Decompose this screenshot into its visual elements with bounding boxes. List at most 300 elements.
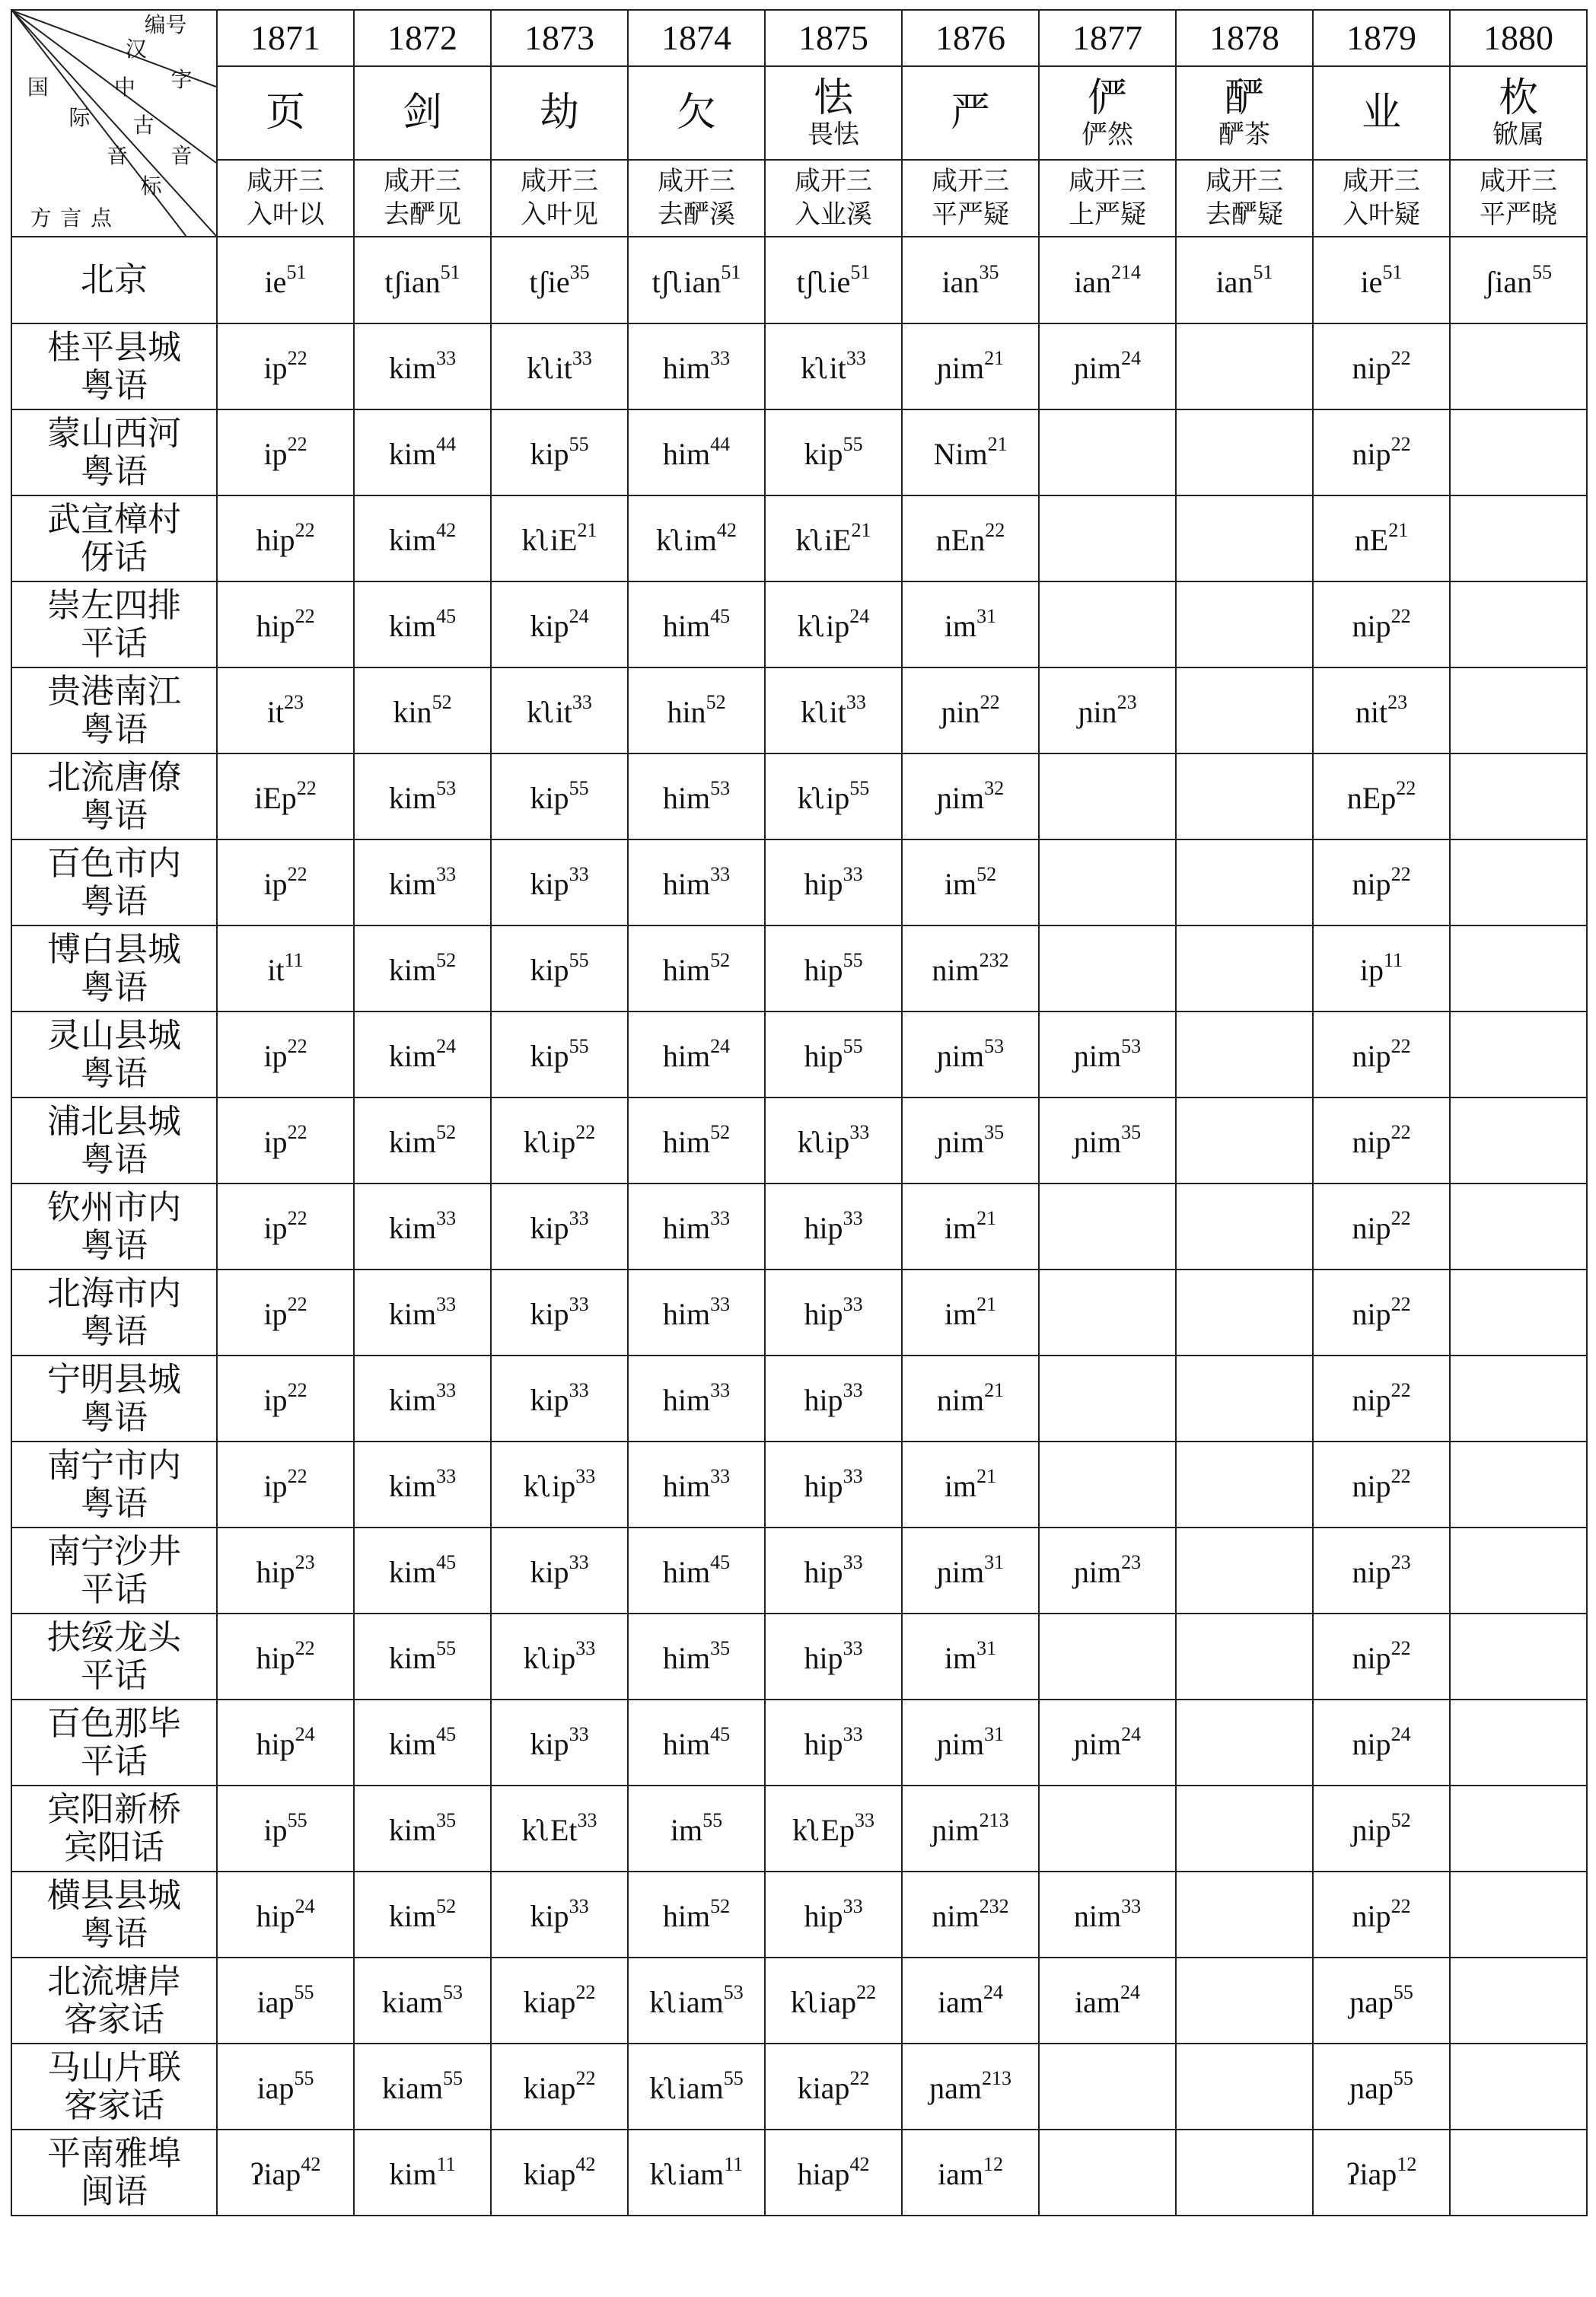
pronunciation-syllable: ɲim	[936, 351, 985, 385]
dialect-name: 粤语	[81, 366, 148, 404]
pronunciation-cell	[1176, 409, 1313, 495]
tone-value: 52	[706, 691, 726, 713]
pronunciation-cell	[491, 1872, 628, 1958]
pronunciation-cell	[217, 925, 354, 1012]
tone-value: 33	[843, 863, 863, 885]
pronunciation-syllable: kʅip	[523, 1641, 576, 1675]
tone-value: 22	[1391, 1895, 1411, 1917]
pronunciation-syllable: kiap	[523, 2071, 576, 2105]
pronunciation-syllable: kip	[530, 1555, 569, 1589]
pronunciation-syllable: kʅit	[801, 695, 846, 729]
pronunciation-cell	[902, 1700, 1039, 1786]
category-line: 咸开三	[795, 167, 872, 196]
pronunciation-syllable: nip	[1352, 1039, 1391, 1073]
pronunciation-syllable: ɲim	[1073, 1555, 1122, 1589]
dialect-place-cell	[11, 1958, 217, 2044]
pronunciation-syllable: nip	[1352, 437, 1391, 471]
pronunciation-cell	[1039, 1786, 1176, 1872]
pronunciation-syllable: im	[944, 867, 977, 901]
pronunciation-cell	[1313, 1184, 1450, 1270]
dialect-name: 粤语	[81, 1226, 148, 1264]
pronunciation-syllable: hip	[804, 1641, 843, 1675]
dialect-name: 客家话	[64, 2086, 164, 2124]
category-line: 上严疑	[1069, 200, 1146, 229]
tone-value: 214	[1110, 260, 1141, 283]
pronunciation-syllable: kʅEt	[521, 1813, 578, 1847]
pronunciation-syllable: kiap	[523, 1985, 576, 2019]
dialect-place-cell	[11, 1012, 217, 1098]
tone-value: 22	[1391, 1379, 1411, 1401]
category-line: 咸开三	[1206, 167, 1283, 196]
tone-value: 31	[976, 1637, 997, 1659]
category-line: 咸开三	[658, 167, 735, 196]
tone-value: 23	[1121, 1551, 1142, 1573]
pronunciation-syllable: tʃʅian	[651, 264, 722, 299]
pronunciation-cell	[491, 1270, 628, 1356]
tone-value: 24	[983, 1981, 1003, 2003]
table-row	[11, 1528, 1587, 1614]
pronunciation-syllable: ɲim	[936, 1039, 985, 1073]
dialect-place-cell	[11, 839, 217, 925]
tone-value: 52	[710, 1895, 731, 1917]
tone-value: 22	[575, 1981, 596, 2003]
column-character: 俨	[1087, 76, 1127, 120]
pronunciation-syllable: ip	[263, 1297, 288, 1331]
dialect-place-cell	[11, 2130, 217, 2216]
pronunciation-cell	[628, 1442, 765, 1528]
dialect-place-cell	[11, 1184, 217, 1270]
dialect-name: 客家话	[64, 2000, 164, 2038]
pronunciation-syllable: kim	[388, 1899, 437, 1933]
tone-value: 22	[287, 433, 307, 455]
dialect-place-cell	[11, 753, 217, 839]
pronunciation-syllable: him	[662, 1125, 711, 1159]
pronunciation-syllable: ip	[263, 1469, 288, 1503]
tone-value: 55	[723, 2067, 744, 2089]
table-row	[11, 2130, 1587, 2216]
tone-value: 23	[1117, 691, 1137, 713]
dialect-name: 粤语	[81, 452, 148, 490]
pronunciation-cell	[1313, 925, 1450, 1012]
pronunciation-syllable: ʔiap	[250, 2157, 301, 2191]
tone-value: 22	[287, 1207, 307, 1229]
pronunciation-cell	[1039, 1528, 1176, 1614]
tone-value: 42	[301, 2153, 321, 2175]
dialect-place-cell	[11, 925, 217, 1012]
pronunciation-cell	[628, 1528, 765, 1614]
pronunciation-cell	[491, 237, 628, 323]
pronunciation-syllable: im	[944, 609, 977, 643]
pronunciation-syllable: kip	[530, 781, 569, 815]
tone-value: 11	[1384, 949, 1403, 971]
pronunciation-syllable: hip	[804, 1899, 843, 1933]
place-name: 南宁市内	[47, 1446, 181, 1484]
pronunciation-cell	[765, 753, 902, 839]
pronunciation-cell	[1176, 1098, 1313, 1184]
corner-place-label: 方言点	[30, 206, 121, 231]
pronunciation-syllable: him	[662, 781, 711, 815]
place-name: 崇左四排	[47, 586, 181, 624]
tone-value: 22	[295, 519, 315, 541]
pronunciation-cell	[1039, 1098, 1176, 1184]
pronunciation-cell	[1176, 839, 1313, 925]
pronunciation-cell	[354, 1700, 491, 1786]
pronunciation-cell	[1039, 925, 1176, 1012]
pronunciation-syllable: nip	[1352, 1297, 1391, 1331]
pronunciation-syllable: nip	[1352, 1899, 1391, 1933]
tone-value: 21	[984, 347, 1005, 369]
table-row	[11, 1012, 1587, 1098]
corner-intl-label-3: 音	[107, 144, 128, 169]
pronunciation-syllable: nEp	[1346, 781, 1397, 815]
tone-value: 22	[1391, 1035, 1411, 1057]
pronunciation-syllable: kiap	[797, 2071, 850, 2105]
tone-value: 51	[1253, 260, 1273, 283]
category-line: 入叶见	[521, 200, 598, 229]
dialect-place-cell	[11, 2044, 217, 2130]
pronunciation-cell	[902, 237, 1039, 323]
pronunciation-cell	[1313, 1958, 1450, 2044]
pronunciation-cell	[765, 2044, 902, 2130]
tone-value: 52	[976, 863, 997, 885]
pronunciation-cell	[1313, 1012, 1450, 1098]
dialect-name: 粤语	[81, 1140, 148, 1178]
pronunciation-cell	[1450, 2044, 1587, 2130]
pronunciation-cell	[217, 1700, 354, 1786]
pronunciation-cell	[765, 1528, 902, 1614]
column-character-cell	[1313, 66, 1450, 160]
pronunciation-syllable: kʅit	[527, 351, 572, 385]
table-row	[11, 1614, 1587, 1700]
table-row	[11, 1184, 1587, 1270]
tone-value: 35	[984, 1121, 1005, 1143]
column-number-1871: 1871	[217, 10, 354, 66]
tone-value: 52	[1391, 1809, 1411, 1831]
pronunciation-syllable: ɲip	[1352, 1813, 1391, 1847]
pronunciation-cell	[628, 2044, 765, 2130]
pronunciation-syllable: kiap	[523, 2157, 576, 2191]
tone-value: 55	[436, 1637, 457, 1659]
corner-num-label: 编号	[144, 13, 187, 38]
corner-intl-label-4: 标	[140, 174, 162, 199]
tone-value: 22	[575, 1121, 596, 1143]
pronunciation-cell	[628, 323, 765, 409]
pronunciation-syllable: tʃʅie	[796, 264, 851, 299]
pronunciation-cell	[354, 1012, 491, 1098]
pronunciation-syllable: him	[662, 437, 711, 471]
dialect-name: 粤语	[81, 1312, 148, 1350]
tone-value: 33	[710, 347, 731, 369]
pronunciation-syllable: ʃian	[1484, 264, 1533, 299]
tone-value: 12	[983, 2153, 1003, 2175]
category-line: 咸开三	[1069, 167, 1146, 196]
tone-value: 51	[721, 260, 741, 283]
tone-value: 33	[569, 1895, 589, 1917]
pronunciation-cell	[628, 1958, 765, 2044]
tone-value: 22	[1391, 347, 1411, 369]
table-row	[11, 1872, 1587, 1958]
pronunciation-syllable: ɲim	[932, 1813, 980, 1847]
pronunciation-syllable: im	[670, 1813, 703, 1847]
tone-value: 52	[432, 691, 452, 713]
pronunciation-cell	[628, 1614, 765, 1700]
tone-value: 51	[286, 260, 307, 283]
pronunciation-cell	[628, 495, 765, 581]
pronunciation-syllable: hin	[667, 695, 706, 729]
pronunciation-syllable: him	[662, 1383, 711, 1417]
pronunciation-syllable: kim	[388, 437, 437, 471]
tone-value: 33	[436, 1465, 457, 1487]
pronunciation-syllable: hip	[804, 1469, 843, 1503]
pronunciation-syllable: ɲim	[936, 1125, 985, 1159]
pronunciation-cell	[1039, 1184, 1176, 1270]
column-number-1874: 1874	[628, 10, 765, 66]
column-middle-chinese-category	[354, 160, 491, 237]
pronunciation-cell	[491, 1528, 628, 1614]
category-line: 咸开三	[932, 167, 1009, 196]
pronunciation-cell	[1176, 1012, 1313, 1098]
pronunciation-cell	[354, 1786, 491, 1872]
pronunciation-cell	[765, 1872, 902, 1958]
tone-value: 33	[843, 1207, 863, 1229]
tone-value: 52	[436, 1895, 457, 1917]
pronunciation-syllable: him	[662, 351, 711, 385]
pronunciation-syllable: ip	[263, 437, 288, 471]
tone-value: 44	[436, 433, 457, 455]
column-character-cell	[217, 66, 354, 160]
pronunciation-syllable: ip	[263, 867, 288, 901]
pronunciation-syllable: kim	[388, 1211, 437, 1245]
tone-value: 33	[575, 1637, 596, 1659]
pronunciation-cell	[902, 1786, 1039, 1872]
pronunciation-syllable: kip	[530, 1727, 569, 1761]
table-row	[11, 409, 1587, 495]
pronunciation-cell	[354, 495, 491, 581]
table-row	[11, 1098, 1587, 1184]
pronunciation-cell	[491, 2044, 628, 2130]
pronunciation-cell	[628, 581, 765, 667]
pronunciation-syllable: hip	[256, 1899, 295, 1933]
tone-value: 33	[710, 1207, 731, 1229]
pronunciation-syllable: kʅit	[527, 695, 572, 729]
pronunciation-syllable: it	[267, 953, 285, 987]
pronunciation-cell	[491, 409, 628, 495]
column-middle-chinese-category	[1039, 160, 1176, 237]
column-example-word: 俨然	[1082, 120, 1133, 149]
pronunciation-cell	[354, 1872, 491, 1958]
tone-value: 55	[1393, 1981, 1413, 2003]
pronunciation-cell	[1176, 495, 1313, 581]
dialect-name: 平话	[81, 1742, 148, 1780]
pronunciation-syllable: ip	[263, 1039, 288, 1073]
pronunciation-syllable: him	[662, 1297, 711, 1331]
tone-value: 33	[569, 1293, 589, 1315]
pronunciation-cell	[1176, 753, 1313, 839]
table-row	[11, 237, 1587, 323]
dialect-name: 粤语	[81, 1484, 148, 1522]
place-name: 扶绥龙头	[47, 1618, 181, 1656]
dialect-name: 粤语	[81, 796, 148, 834]
column-middle-chinese-category	[1313, 160, 1450, 237]
pronunciation-cell	[1313, 1528, 1450, 1614]
dialect-place-cell	[11, 323, 217, 409]
pronunciation-cell	[354, 581, 491, 667]
pronunciation-cell	[217, 409, 354, 495]
pronunciation-cell	[217, 667, 354, 753]
pronunciation-cell	[1450, 495, 1587, 581]
tone-value: 31	[984, 1551, 1005, 1573]
place-name: 宁明县城	[47, 1360, 181, 1398]
tone-value: 22	[856, 1981, 877, 2003]
dialect-place-cell	[11, 1442, 217, 1528]
pronunciation-syllable: nip	[1352, 867, 1391, 901]
pronunciation-cell	[1313, 237, 1450, 323]
tone-value: 55	[702, 1809, 723, 1831]
pronunciation-cell	[628, 2130, 765, 2216]
pronunciation-cell	[1176, 2044, 1313, 2130]
category-line: 去酽见	[384, 200, 461, 229]
pronunciation-cell	[217, 1614, 354, 1700]
pronunciation-cell	[1176, 1872, 1313, 1958]
pronunciation-syllable: ɲim	[1073, 351, 1122, 385]
pronunciation-cell	[628, 1270, 765, 1356]
pronunciation-cell	[354, 1614, 491, 1700]
pronunciation-syllable: nim	[936, 1383, 985, 1417]
pronunciation-cell	[1313, 2130, 1450, 2216]
column-middle-chinese-category	[1450, 160, 1587, 237]
pronunciation-syllable: ɲim	[936, 1555, 985, 1589]
dialect-name: 平话	[81, 1656, 148, 1694]
dialect-place-cell	[11, 1098, 217, 1184]
pronunciation-cell	[1313, 667, 1450, 753]
column-character: 杴	[1498, 76, 1538, 120]
dialect-name: 宾阳话	[64, 1828, 164, 1866]
pronunciation-cell	[628, 1786, 765, 1872]
dialect-name: 平话	[81, 1570, 148, 1608]
pronunciation-cell	[1176, 1442, 1313, 1528]
pronunciation-cell	[902, 1442, 1039, 1528]
pronunciation-cell	[765, 495, 902, 581]
pronunciation-cell	[217, 2130, 354, 2216]
pronunciation-cell	[354, 409, 491, 495]
table-row	[11, 581, 1587, 667]
dialect-place-cell	[11, 667, 217, 753]
dialect-name: 粤语	[81, 1914, 148, 1952]
pronunciation-syllable: kʅEp	[792, 1813, 855, 1847]
table-row	[11, 1270, 1587, 1356]
column-example-word: 畏怯	[808, 120, 859, 149]
column-character: 严	[950, 91, 990, 135]
tone-value: 33	[849, 1121, 870, 1143]
tone-value: 32	[984, 777, 1005, 799]
pronunciation-cell	[1313, 1700, 1450, 1786]
tone-value: 55	[569, 1035, 589, 1057]
pronunciation-syllable: nip	[1352, 1555, 1391, 1589]
pronunciation-syllable: kim	[388, 1469, 437, 1503]
place-name: 钦州市内	[47, 1188, 181, 1226]
column-example-word: 酽茶	[1219, 120, 1270, 149]
pronunciation-syllable: ɲin	[941, 695, 980, 729]
pronunciation-cell	[765, 925, 902, 1012]
pronunciation-syllable: hip	[256, 1641, 295, 1675]
dialect-place-cell	[11, 1872, 217, 1958]
tone-value: 33	[843, 1293, 863, 1315]
pronunciation-syllable: kim	[388, 1297, 437, 1331]
place-name: 北流唐僚	[47, 758, 181, 796]
pronunciation-cell	[354, 1270, 491, 1356]
pronunciation-cell	[217, 237, 354, 323]
pronunciation-cell	[1176, 581, 1313, 667]
tone-value: 12	[1397, 2153, 1417, 2175]
tone-value: 35	[710, 1637, 731, 1659]
column-number-1878: 1878	[1176, 10, 1313, 66]
tone-value: 53	[1121, 1035, 1142, 1057]
tone-value: 45	[710, 1551, 731, 1573]
tone-value: 213	[979, 1809, 1009, 1831]
table-row	[11, 667, 1587, 753]
pronunciation-cell	[902, 495, 1039, 581]
pronunciation-syllable: nim	[932, 953, 980, 987]
pronunciation-cell	[354, 1098, 491, 1184]
tone-value: 52	[710, 1121, 731, 1143]
pronunciation-syllable: hip	[256, 1727, 295, 1761]
column-character: 欠	[676, 91, 716, 135]
pronunciation-cell	[765, 409, 902, 495]
pronunciation-cell	[491, 753, 628, 839]
tone-value: 22	[1391, 1121, 1411, 1143]
category-line: 去酽疑	[1206, 200, 1283, 229]
column-number-1880: 1880	[1450, 10, 1587, 66]
pronunciation-syllable: kim	[388, 351, 437, 385]
pronunciation-cell	[1176, 1614, 1313, 1700]
dialect-name: 粤语	[81, 1398, 148, 1436]
dialect-place-cell	[11, 409, 217, 495]
pronunciation-syllable: him	[662, 1641, 711, 1675]
tone-value: 45	[436, 605, 457, 627]
tone-value: 55	[843, 433, 863, 455]
pronunciation-syllable: hip	[804, 1727, 843, 1761]
tone-value: 24	[436, 1035, 457, 1057]
pronunciation-syllable: im	[944, 1641, 977, 1675]
tone-value: 33	[1121, 1895, 1142, 1917]
pronunciation-cell	[1450, 1700, 1587, 1786]
pronunciation-cell	[217, 581, 354, 667]
dialect-name: 伢话	[81, 538, 148, 576]
category-line: 平严晓	[1480, 200, 1557, 229]
dialect-name: 闽语	[81, 2172, 148, 2210]
pronunciation-cell	[1176, 1958, 1313, 2044]
tone-value: 22	[296, 777, 317, 799]
tone-value: 22	[295, 605, 315, 627]
pronunciation-cell	[354, 925, 491, 1012]
tone-value: 24	[569, 605, 589, 627]
pronunciation-syllable: nip	[1352, 1383, 1391, 1417]
tone-value: 52	[436, 949, 457, 971]
pronunciation-cell	[902, 1184, 1039, 1270]
pronunciation-cell	[1039, 2044, 1176, 2130]
pronunciation-cell	[491, 667, 628, 753]
pronunciation-cell	[1313, 323, 1450, 409]
tone-value: 24	[1121, 347, 1142, 369]
place-name: 平南雅埠	[47, 2134, 181, 2172]
pronunciation-cell	[1313, 1614, 1450, 1700]
pronunciation-cell	[628, 1012, 765, 1098]
place-name: 贵港南江	[47, 672, 181, 710]
pronunciation-cell	[902, 753, 1039, 839]
tone-value: 23	[1387, 691, 1408, 713]
pronunciation-syllable: nit	[1355, 695, 1388, 729]
tone-value: 33	[572, 691, 592, 713]
